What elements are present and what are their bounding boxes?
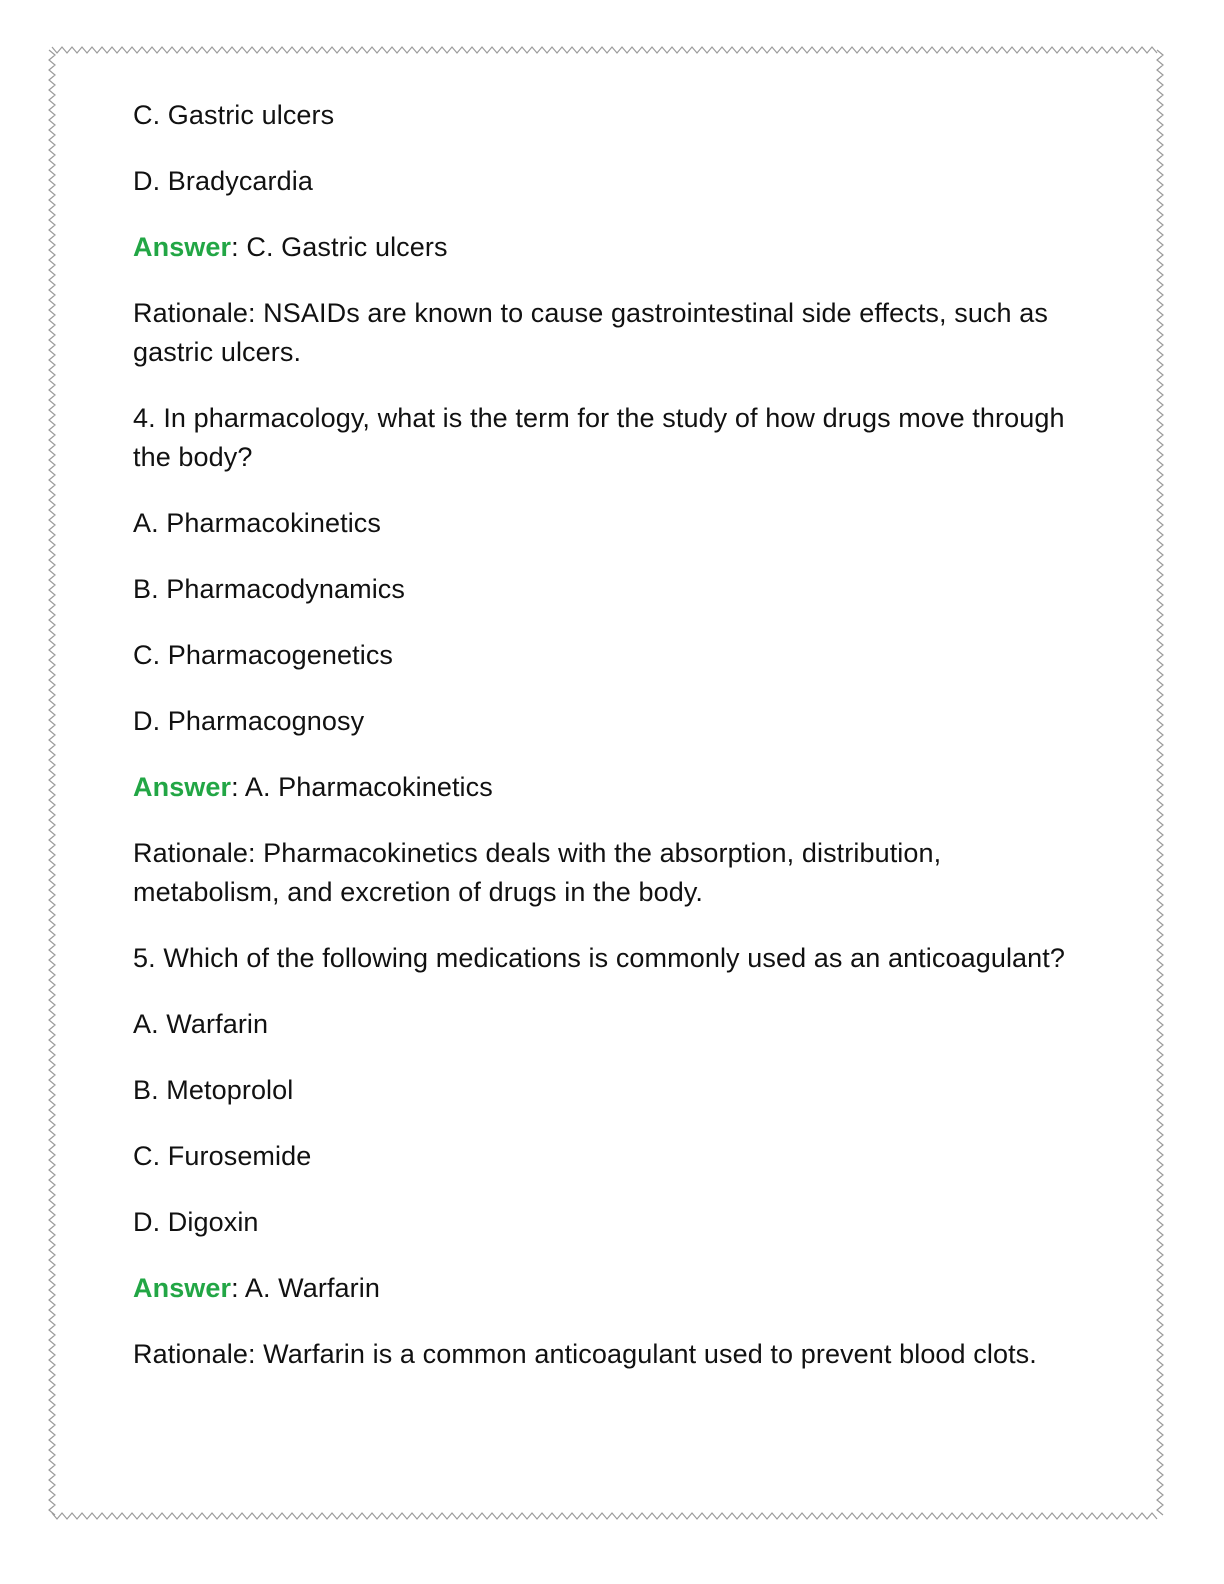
- answer-label: Answer: [133, 772, 232, 802]
- border-edge: [52, 1513, 1157, 1519]
- answer-line: [133, 768, 1083, 807]
- answer-label: Answer: [133, 232, 232, 262]
- answer-text: : C. Gastric ulcers: [231, 232, 448, 262]
- answer-option: B. Pharmacodynamics: [133, 574, 406, 604]
- border-edge: [49, 50, 55, 1515]
- answer-option: B. Metoprolol: [133, 1075, 294, 1105]
- answer-option: C. Gastric ulcers: [133, 100, 335, 130]
- answer-text: : A. Warfarin: [231, 1273, 380, 1303]
- answer-label: Answer: [133, 1273, 232, 1303]
- question-text: 5. Which of the following medications is commonly used as an anticoagulant?: [133, 943, 1065, 973]
- answer-option: D. Digoxin: [133, 1207, 259, 1237]
- border-edge: [52, 47, 1157, 53]
- answer-option: A. Pharmacokinetics: [133, 508, 381, 538]
- question-text: 4. In pharmacology, what is the term for the study of how drugs move through the body?: [133, 403, 1065, 472]
- rationale-text: Rationale: Pharmacokinetics deals with the absorption, distribution, metabolism, and excretion of drugs in the body.: [133, 838, 942, 907]
- rationale-text: Rationale: Warfarin is a common anticoagulant used to prevent blood clots.: [133, 1339, 1037, 1369]
- answer-text: : A. Pharmacokinetics: [231, 772, 493, 802]
- answer-option: D. Pharmacognosy: [133, 706, 365, 736]
- answer-option: C. Pharmacogenetics: [133, 640, 394, 670]
- answer-option: C. Furosemide: [133, 1141, 312, 1171]
- answer-option: D. Bradycardia: [133, 166, 313, 196]
- rationale-text: Rationale: NSAIDs are known to cause gastrointestinal side effects, such as gastric ulcers.: [133, 298, 1048, 367]
- answer-line: [133, 1269, 1083, 1308]
- answer-option: A. Warfarin: [133, 1009, 269, 1039]
- border-edge: [1157, 50, 1163, 1515]
- document-body: [133, 96, 1083, 1401]
- answer-line: [133, 228, 1083, 267]
